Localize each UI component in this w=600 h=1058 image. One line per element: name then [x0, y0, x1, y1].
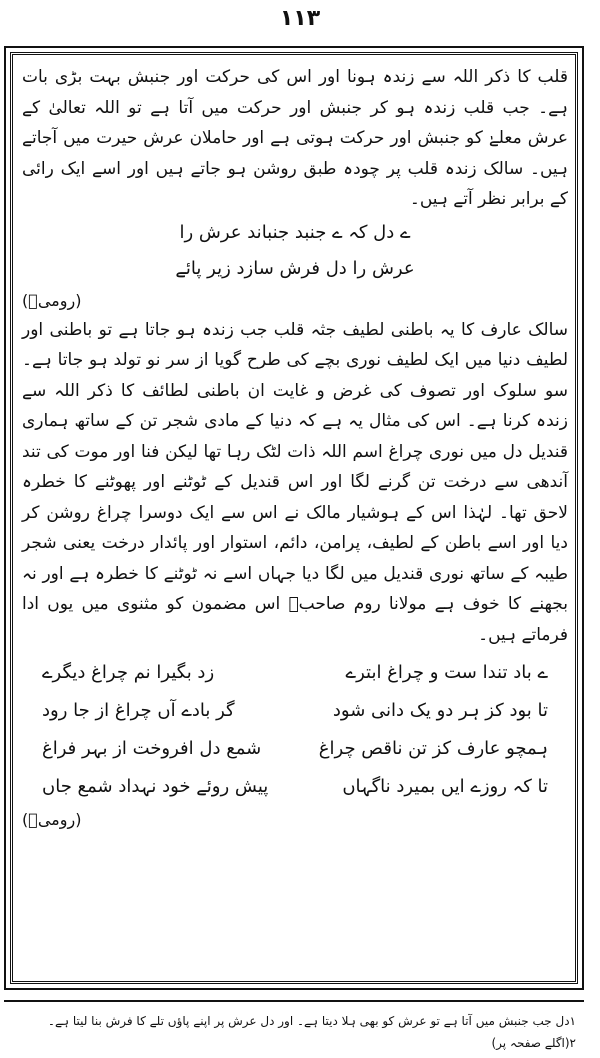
verse-2-row-4-left: پیش روئے خود نہداد شمع جاں [42, 776, 269, 797]
verse-2-row-2-left: گر بادے آں چراغ از جا رود [42, 700, 235, 721]
verse-2-row-1-right: ے باد تندا ست و چراغ ابترے [345, 662, 548, 683]
footnote-divider [4, 1000, 584, 1002]
verse-2-row [22, 730, 568, 768]
verse-2-row-3-right: ہمچو عارف کز تن ناقص چراغ [318, 738, 548, 759]
verse-2-row [22, 654, 568, 692]
verse-1-source-label: (رومیؒ) [22, 290, 82, 310]
verse-2-row-3-left: شمع دل افروخت از بہر فراغ [42, 738, 262, 759]
verse-1-line-1: ے دل کہ ے جنبد جنباند عرش را [179, 221, 411, 243]
paragraph-2: سالک عارف کا یہ باطنی لطیف جثہ قلب جب زندہ ہو جاتا ہے تو باطنی اور لطیف دنیا میں ایک لطیف نوری بچے کی طرح گویا از سر نو تولد ہو جاتا ہے۔ سو سلوک اور تصوف کی غرض و غایت ان باطنی لطائف کا ذکر اللہ سے زندہ کرنا ہے۔ اس کی مثال یہ ہے کہ دنیا کے مادی شجر تن کے ساتھ ہماری قندیل دل میں نوری چراغ اسم اللہ ذات لٹک رہا تھا لیکن فنا اور موت کی تند آندھی سے درخت تن گرنے لگا اور اس قندیل کے ٹوٹنے اور پھوٹنے کا خطرہ لاحق تھا۔ لہٰذا اس کے ہوشیار مالک نے اس سے ایک دوسرا چراغ روشن کر دیا اور اسے باطن کے لطیف، پرامن، دائم، استوار اور پائدار درخت یعنی شجر طیبہ کے ساتھ نوری قندیل میں لگا دیا جہاں اسے نہ ٹوٹنے کا خطرہ ہے اور نہ بجھنے کا خوف ہے مولانا روم صاحبؒ اس مضمون کو مثنوی میں یوں ادا فرماتے ہیں۔ [22, 319, 568, 645]
verse-2-source-label: (رومیؒ) [22, 810, 82, 829]
paragraph-1: قلب کا ذکر اللہ سے زندہ ہونا اور اس کی حرکت اور جنبش بہت بڑی بات ہے۔ جب قلب زندہ ہو کر جنبش اور حرکت میں آتا ہے تو اللہ تعالیٰ کے عرش معلےٰ کو جنبش اور حرکت ہوتی ہے اور حاملان عرش حیرت میں آجاتے ہیں۔ سالک زندہ قلب پر چودہ طبق روشن ہو جاتے ہیں اور اسے ایک رائی کے برابر نظر آتے ہیں۔ [22, 67, 568, 209]
footnote: ۱دل جب جنبش میں آتا ہے تو عرش کو بھی ہلا دیتا ہے۔ اور دل عرش پر اپنے پاؤں تلے کا فرش بنا لیتا ہے۔ ۲(اگلے صفحہ پر) [47, 1014, 576, 1050]
page-number: ۱۱۳ [279, 6, 321, 31]
verse-2-row [22, 692, 568, 730]
verse-1-line-2: عرش را دل فرش سازد زیر پائے [175, 257, 415, 279]
verse-1-source [22, 287, 568, 315]
verse-2-row-2-right: تا بود کز ہر دو یک دانی شود [332, 700, 548, 721]
verse-2-row-1-left: زد بگیرا نم چراغ دیگرے [42, 662, 215, 683]
page-content [22, 62, 568, 834]
verse-2-row-4-right: تا کہ روزے ایں بمیرد ناگہاں [342, 776, 548, 797]
verse-2 [22, 654, 568, 806]
verse-2-row [22, 768, 568, 806]
verse-2-source [22, 806, 568, 834]
